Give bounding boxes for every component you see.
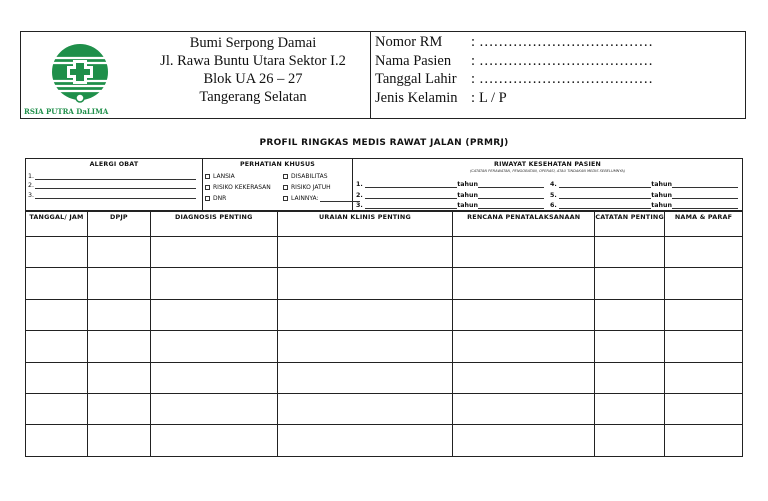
history-entry[interactable] <box>550 190 738 199</box>
field-label: Jenis Kelamin <box>375 89 458 106</box>
table-row <box>26 331 743 362</box>
field-label: Nomor RM <box>375 34 443 50</box>
table-cell[interactable] <box>150 331 277 362</box>
entry-number: 2. <box>356 191 363 199</box>
table-cell[interactable] <box>26 393 88 424</box>
table-cell[interactable] <box>277 393 453 424</box>
table-cell[interactable] <box>277 299 453 330</box>
table-cell[interactable] <box>665 237 743 268</box>
column-header-management-plan: RENCANA PENATALAKSANAAN <box>453 212 595 237</box>
table-body <box>26 237 743 457</box>
checkbox[interactable] <box>283 185 288 190</box>
entry-number: 6. <box>550 202 557 209</box>
address-line: Blok UA 26 – 27 <box>203 71 303 87</box>
table-cell[interactable] <box>665 268 743 299</box>
patient-field-name[interactable] <box>375 52 745 71</box>
form-title: PROFIL RINGKAS MEDIS RAWAT JALAN (PRMRJ) <box>259 138 509 148</box>
entry-line <box>35 182 196 189</box>
patient-summary-section <box>25 158 743 211</box>
table-cell[interactable] <box>277 331 453 362</box>
hospital-logo-icon <box>49 40 111 106</box>
table-cell[interactable] <box>277 362 453 393</box>
visit-records-table <box>25 211 743 457</box>
attention-option-risiko-jatuh[interactable] <box>283 184 360 191</box>
field-colon: : <box>471 34 476 50</box>
table-cell[interactable] <box>595 299 665 330</box>
checkbox[interactable] <box>283 196 288 201</box>
hospital-address <box>133 34 373 106</box>
year-label: tahun <box>457 191 478 199</box>
year-label: tahun <box>651 191 672 199</box>
table-cell[interactable] <box>665 393 743 424</box>
option-label: LANSIA <box>213 173 235 180</box>
option-label: LAINNYA: <box>291 195 319 202</box>
entry-number: 3. <box>356 202 363 209</box>
table-cell[interactable] <box>87 268 150 299</box>
entry-number: 3. <box>28 191 35 199</box>
entry-number: 1. <box>28 172 35 180</box>
history-entry[interactable] <box>356 200 544 209</box>
table-cell[interactable] <box>87 237 150 268</box>
checkbox[interactable] <box>205 174 210 179</box>
table-cell[interactable] <box>87 362 150 393</box>
table-cell[interactable] <box>277 425 453 456</box>
year-label: tahun <box>457 181 478 188</box>
table-cell[interactable] <box>595 268 665 299</box>
column-header-clinical-notes: URAIAN KLINIS PENTING <box>277 212 453 237</box>
table-cell[interactable] <box>150 362 277 393</box>
hospital-info <box>21 32 371 118</box>
option-label: DNR <box>213 195 227 202</box>
entry-line <box>35 173 196 180</box>
attention-heading: PERHATIAN KHUSUS <box>239 161 316 168</box>
health-history-section <box>353 159 742 210</box>
table-cell[interactable] <box>595 362 665 393</box>
table-cell[interactable] <box>595 331 665 362</box>
entry-number: 4. <box>550 181 557 188</box>
address-line: Tangerang Selatan <box>199 89 307 105</box>
form-header <box>20 31 746 119</box>
history-subheading: (CATATAN PERAWATAN, PENGOBATAN, OPERASI, ATAU TINDAKAN MEDIS SEBELUMNYA) <box>469 169 626 173</box>
year-line <box>672 193 738 199</box>
table-cell[interactable] <box>150 393 277 424</box>
year-line <box>478 182 544 188</box>
table-cell[interactable] <box>277 268 453 299</box>
table-cell[interactable] <box>595 237 665 268</box>
allergy-entry[interactable] <box>28 180 196 190</box>
attention-option-dnr[interactable] <box>205 195 283 202</box>
table-cell[interactable] <box>453 299 595 330</box>
allergy-entry[interactable] <box>28 170 196 180</box>
option-label: DISABILITAS <box>291 173 328 180</box>
patient-identity-block <box>371 32 745 118</box>
field-colon: : <box>471 52 476 69</box>
drug-allergy-section <box>26 159 203 210</box>
history-entry[interactable] <box>356 190 544 199</box>
table-cell[interactable] <box>453 268 595 299</box>
entry-line <box>35 192 196 199</box>
table-cell[interactable] <box>87 393 150 424</box>
attention-option-lansia[interactable] <box>205 173 283 180</box>
table-row <box>26 268 743 299</box>
special-attention-section <box>203 159 353 210</box>
table-cell[interactable] <box>453 331 595 362</box>
entry-number: 2. <box>28 182 35 189</box>
history-heading: RIWAYAT KESEHATAN PASIEN <box>494 161 601 168</box>
patient-field-rm[interactable] <box>375 33 745 52</box>
column-header-important-notes: CATATAN PENTING <box>595 212 665 237</box>
table-cell[interactable] <box>87 331 150 362</box>
table-row <box>26 362 743 393</box>
field-colon: : <box>471 71 476 87</box>
attention-option-disabilitas[interactable] <box>283 173 360 180</box>
table-cell[interactable] <box>665 362 743 393</box>
column-header-diagnosis: DIAGNOSIS PENTING <box>150 212 277 237</box>
year-line <box>672 203 738 209</box>
checkbox[interactable] <box>205 196 210 201</box>
attention-option-lainnya[interactable] <box>283 195 360 202</box>
table-cell[interactable] <box>26 268 88 299</box>
address-line: Jl. Rawa Buntu Utara Sektor I.2 <box>160 53 346 69</box>
history-entry[interactable] <box>356 179 544 188</box>
table-cell[interactable] <box>26 362 88 393</box>
table-cell[interactable] <box>665 299 743 330</box>
patient-field-birthdate[interactable] <box>375 70 745 89</box>
field-colon: : <box>471 89 476 106</box>
table-cell[interactable] <box>26 331 88 362</box>
table-header-row <box>26 212 743 237</box>
entry-line <box>559 193 651 199</box>
table-cell[interactable] <box>595 425 665 456</box>
table-cell[interactable] <box>453 237 595 268</box>
table-cell[interactable] <box>665 331 743 362</box>
table-row <box>26 237 743 268</box>
year-label: tahun <box>651 181 672 188</box>
table-cell[interactable] <box>150 268 277 299</box>
year-label: tahun <box>457 202 478 209</box>
field-value: ……………………………… <box>479 34 653 50</box>
year-line <box>478 193 544 199</box>
option-label: RISIKO JATUH <box>291 184 331 191</box>
table-cell[interactable] <box>453 362 595 393</box>
checkbox[interactable] <box>283 174 288 179</box>
table-row <box>26 393 743 424</box>
allergy-heading: ALERGI OBAT <box>89 161 139 168</box>
column-header-date-time: TANGGAL/ JAM <box>26 212 88 237</box>
table-cell[interactable] <box>150 237 277 268</box>
field-value: L / P <box>479 89 507 106</box>
table-cell[interactable] <box>26 299 88 330</box>
table-cell[interactable] <box>277 237 453 268</box>
address-line: Bumi Serpong Damai <box>189 35 317 51</box>
history-entry[interactable] <box>550 200 738 209</box>
patient-field-gender[interactable] <box>375 89 745 108</box>
table-cell[interactable] <box>453 425 595 456</box>
table-cell[interactable] <box>150 299 277 330</box>
entry-number: 5. <box>550 191 557 199</box>
table-cell[interactable] <box>87 425 150 456</box>
entry-line <box>559 182 651 188</box>
column-header-dpjp: DPJP <box>87 212 150 237</box>
attention-option-risiko-kekerasan[interactable] <box>205 184 283 191</box>
option-label: RISIKO KEKERASAN <box>213 184 271 191</box>
field-label: Nama Pasien <box>375 52 452 69</box>
table-cell[interactable] <box>150 425 277 456</box>
table-cell[interactable] <box>87 299 150 330</box>
table-cell[interactable] <box>595 393 665 424</box>
field-value: ……………………………… <box>479 71 653 87</box>
allergy-entry[interactable] <box>28 189 196 199</box>
year-line <box>672 182 738 188</box>
year-label: tahun <box>651 202 672 209</box>
column-header-name-signature: NAMA & PARAF <box>665 212 743 237</box>
entry-line <box>365 203 457 209</box>
field-value: ……………………………… <box>479 52 653 69</box>
history-entry[interactable] <box>550 179 738 188</box>
checkbox[interactable] <box>205 185 210 190</box>
table-cell[interactable] <box>26 425 88 456</box>
year-line <box>478 203 544 209</box>
entry-number: 1. <box>356 181 363 188</box>
table-cell[interactable] <box>26 237 88 268</box>
field-label: Tanggal Lahir <box>375 71 457 87</box>
hospital-logo-name: RSIA PUTRA DaLIMA <box>24 107 109 116</box>
entry-line <box>365 193 457 199</box>
entry-line <box>365 182 457 188</box>
table-row <box>26 299 743 330</box>
entry-line <box>559 203 651 209</box>
table-row <box>26 425 743 456</box>
table-cell[interactable] <box>453 393 595 424</box>
table-cell[interactable] <box>665 425 743 456</box>
